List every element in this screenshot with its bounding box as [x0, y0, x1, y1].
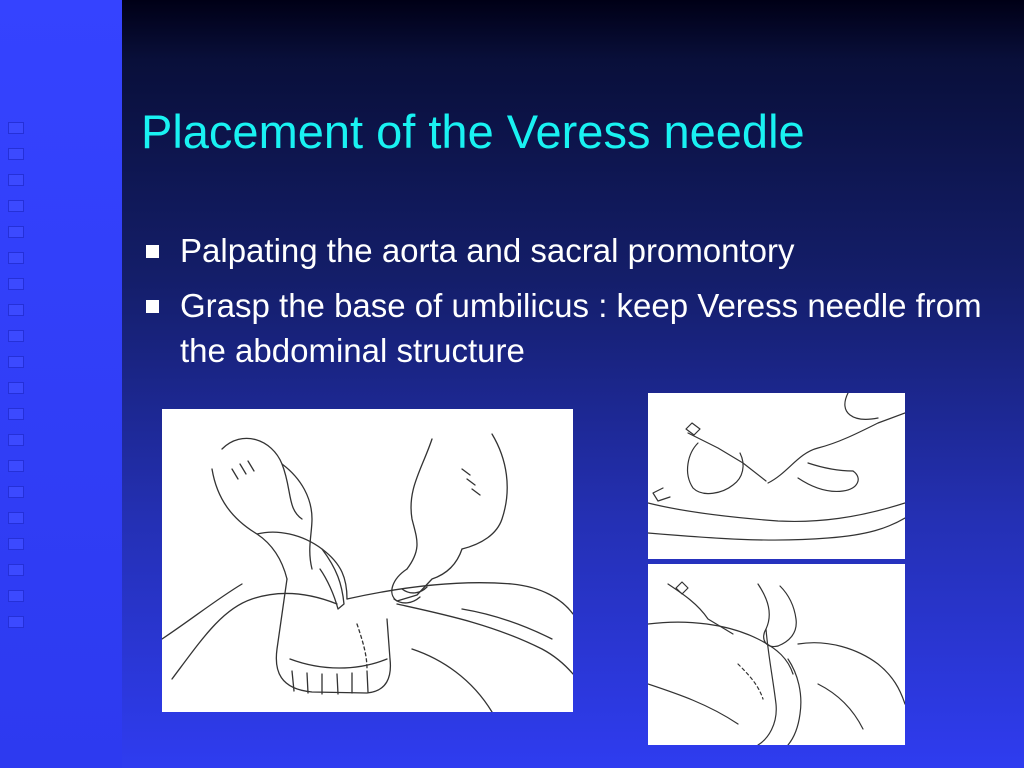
bullet-list	[146, 228, 1006, 383]
illustration-umbilicus-grasp	[648, 564, 905, 745]
square-bullet-icon	[146, 245, 159, 258]
decorative-square-pattern	[8, 122, 26, 622]
illustration-needle-insertion	[648, 393, 905, 559]
slide-title: Placement of the Veress needle	[141, 105, 805, 158]
illustration-palpation	[162, 409, 573, 712]
bullet-item	[146, 283, 1006, 373]
bullet-text: Palpating the aorta and sacral promontory	[180, 232, 795, 269]
square-bullet-icon	[146, 300, 159, 313]
bullet-text: Grasp the base of umbilicus : keep Veress needle from the abdominal structure	[180, 287, 982, 369]
decorative-left-band	[0, 0, 122, 768]
bullet-item	[146, 228, 1006, 273]
